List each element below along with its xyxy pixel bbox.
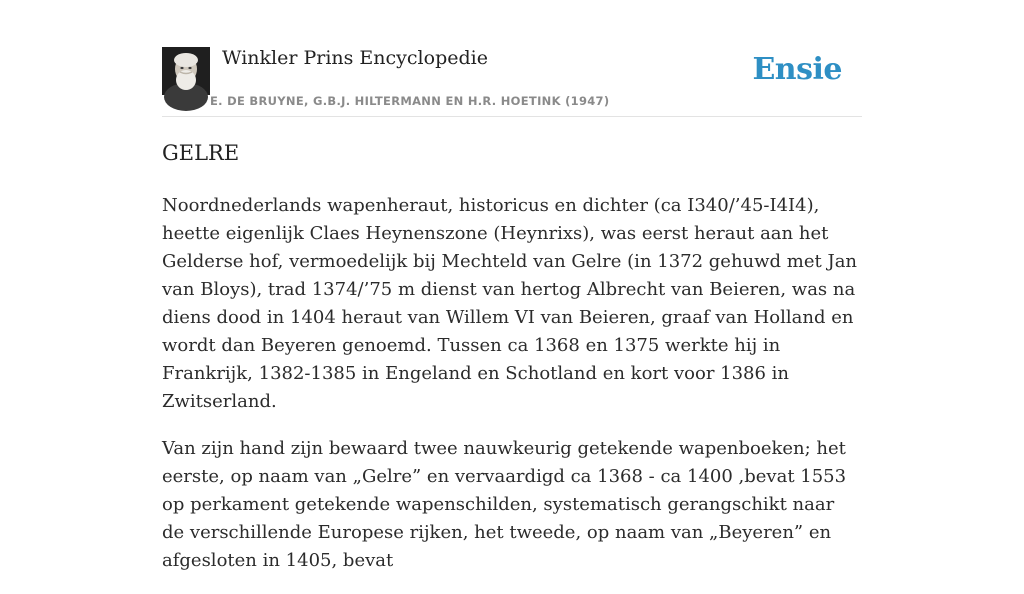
portrait-avatar-icon	[162, 47, 210, 95]
entry-title: GELRE	[162, 141, 240, 165]
entry-paragraph: Van zijn hand zijn bewaard twee nauwkeurig getekende wapenboeken; het eerste, op naam van „Gelre” en vervaardigd ca 1368 - ca 1400 ,bevat 1553 op perkament getekende wapenschilden, systematisch gerangschikt naar de verschillende Europese rijken, het tweede, op naam van „Beyeren” en afgesloten in 1405, bevat	[162, 438, 847, 571]
authors-line: E. DE BRUYNE, G.B.J. HILTERMANN EN H.R. HOETINK (1947)	[210, 94, 610, 108]
entry-paragraph: Noordnederlands wapenheraut, historicus en dichter (ca I340/’45-I4I4), heette eigenlijk Claes Heynenszone (Heynrixs), was eerst heraut aan het Gelderse hof, vermoedelijk bij Mechteld van Gelre (in 1372 gehuwd met Jan van Bloys), trad 1374/’75 m dienst van hertog Albrecht van Beieren, was na diens dood in 1404 heraut van Willem VI van Beieren, graaf van Holland en wordt dan Beyeren genoemd. Tussen ca 1368 en 1375 werkte hij in Frankrijk, 1382-1385 in Engeland en Schotland en kort voor 1386 in Zwitserland.	[162, 195, 858, 412]
page-container	[162, 0, 862, 571]
site-header	[162, 0, 862, 117]
site-title[interactable]: Winkler Prins Encyclopedie	[222, 47, 488, 69]
ensie-logo[interactable]: Ensie	[752, 52, 842, 87]
entry-body	[162, 192, 862, 594]
